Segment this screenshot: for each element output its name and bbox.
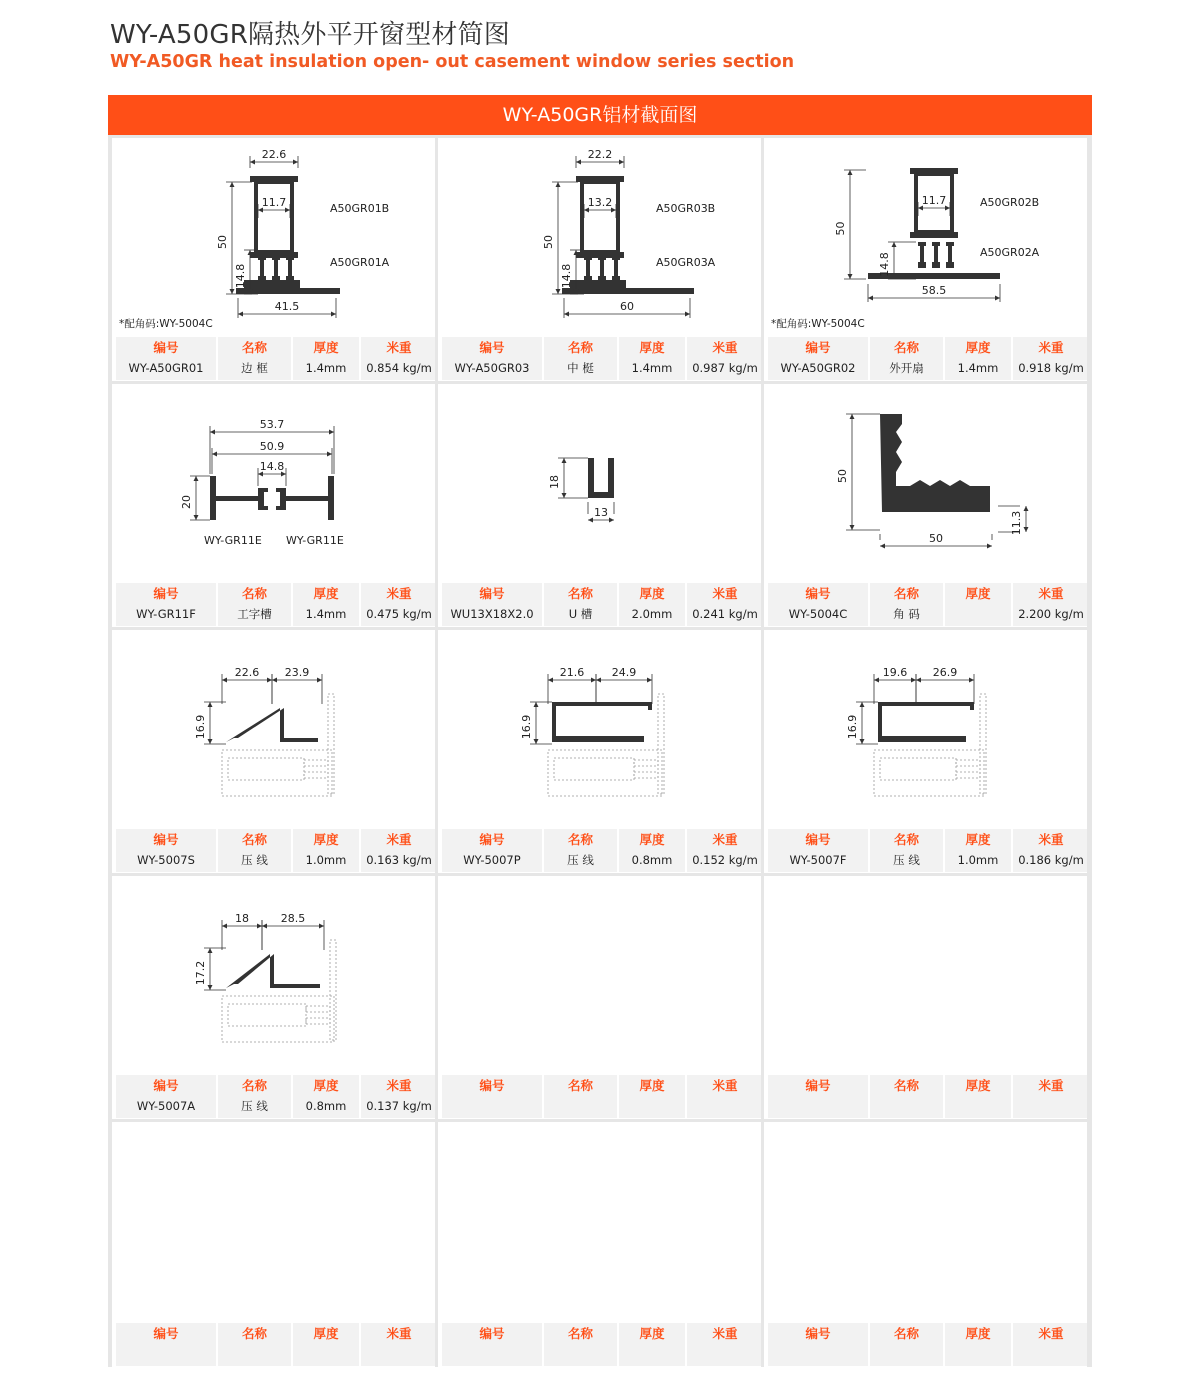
profile-drawing — [112, 384, 435, 583]
spec-header-thickness: 厚度 — [639, 1326, 665, 1341]
spec-col-weight — [687, 1323, 761, 1366]
dimension-label: 16.9 — [846, 714, 859, 740]
dimension-label: 18 — [235, 912, 249, 925]
spec-value-thickness: 2.0mm — [631, 607, 673, 621]
spec-value-thickness: 1.4mm — [305, 607, 347, 621]
spec-value-name: 压 线 — [893, 853, 920, 867]
spec-header-name: 名称 — [893, 340, 919, 355]
profile-section-svg — [112, 630, 435, 829]
profile-section-svg — [764, 1122, 1087, 1321]
spec-col-name — [544, 1075, 617, 1118]
spec-col-weight — [361, 829, 435, 872]
spec-col-code — [442, 829, 542, 872]
profile-card — [438, 876, 761, 1119]
spec-header-name: 名称 — [893, 586, 919, 601]
spec-col-thickness — [293, 829, 359, 872]
spec-header-weight: 米重 — [712, 1078, 738, 1093]
spec-header-weight: 米重 — [1038, 832, 1064, 847]
spec-header-weight: 米重 — [712, 340, 738, 355]
spec-header-weight: 米重 — [712, 832, 738, 847]
spec-value-name: 中 梃 — [567, 361, 594, 375]
spec-header-thickness: 厚度 — [639, 340, 665, 355]
spec-header-code: 编号 — [805, 832, 831, 847]
spec-value-name: 压 线 — [241, 853, 268, 867]
spec-table — [116, 1075, 432, 1118]
spec-col-weight — [1013, 1323, 1087, 1366]
spec-header-name: 名称 — [567, 1326, 593, 1341]
spec-header-thickness: 厚度 — [313, 832, 339, 847]
spec-col-weight — [687, 829, 761, 872]
spec-col-code — [768, 1075, 868, 1118]
profile-section-svg — [438, 138, 761, 337]
spec-col-thickness — [293, 337, 359, 380]
spec-value-code: WY-5007P — [463, 853, 521, 867]
spec-value-weight: 0.854 kg/m — [366, 361, 432, 375]
spec-header-weight: 米重 — [1038, 1078, 1064, 1093]
dimension-label: 26.9 — [932, 666, 958, 679]
spec-table — [116, 829, 432, 872]
spec-header-name: 名称 — [241, 1078, 267, 1093]
profile-drawing — [112, 138, 435, 337]
profile-section-svg — [764, 138, 1087, 337]
spec-col-weight — [687, 583, 761, 626]
spec-value-weight: 0.918 kg/m — [1018, 361, 1084, 375]
part-label: WY-GR11E — [204, 534, 262, 547]
part-label: A50GR01A — [330, 256, 390, 269]
dimension-label: 41.5 — [274, 300, 300, 313]
spec-header-code: 编号 — [153, 1078, 179, 1093]
spec-col-code — [768, 829, 868, 872]
spec-value-thickness: 1.4mm — [305, 361, 347, 375]
spec-value-weight: 0.987 kg/m — [692, 361, 758, 375]
dimension-label: 50 — [542, 235, 555, 249]
spec-header-weight: 米重 — [712, 586, 738, 601]
profile-drawing — [112, 1122, 435, 1321]
spec-col-code — [768, 583, 868, 626]
spec-header-thickness: 厚度 — [965, 340, 991, 355]
spec-header-name: 名称 — [567, 1078, 593, 1093]
spec-value-thickness: 1.0mm — [305, 853, 347, 867]
profile-drawing — [438, 1122, 761, 1321]
profile-card — [112, 1122, 435, 1367]
profile-section-svg — [438, 1122, 761, 1321]
section-banner: WY-A50GR铝材截面图 — [108, 95, 1092, 135]
spec-col-weight — [361, 337, 435, 380]
spec-value-weight: 0.163 kg/m — [366, 853, 432, 867]
dimension-label: 11.7 — [261, 196, 287, 209]
spec-value-code: WY-5007F — [789, 853, 847, 867]
spec-col-name — [544, 1323, 617, 1366]
spec-header-name: 名称 — [893, 1078, 919, 1093]
spec-table — [116, 583, 432, 626]
part-label: A50GR02B — [980, 196, 1040, 209]
dimension-label: 18 — [548, 475, 561, 489]
spec-col-thickness — [945, 1075, 1011, 1118]
profile-card — [764, 1122, 1087, 1367]
spec-col-thickness — [619, 829, 685, 872]
spec-col-name — [870, 337, 943, 380]
profile-drawing — [764, 384, 1087, 583]
dimension-label: 50 — [216, 235, 229, 249]
spec-col-thickness — [945, 337, 1011, 380]
dimension-label: 11.7 — [921, 194, 947, 207]
spec-header-weight: 米重 — [386, 1078, 412, 1093]
dimension-label: 28.5 — [280, 912, 306, 925]
spec-col-weight — [361, 583, 435, 626]
profile-card — [764, 630, 1087, 873]
profile-drawing — [764, 876, 1087, 1075]
spec-header-code: 编号 — [479, 1078, 505, 1093]
spec-col-code — [116, 1075, 216, 1118]
corner-key-note: *配角码:WY-5004C — [771, 318, 865, 330]
spec-header-thickness: 厚度 — [313, 1326, 339, 1341]
dimension-label: 53.7 — [259, 418, 285, 431]
spec-table — [768, 337, 1084, 380]
spec-value-weight: 2.200 kg/m — [1018, 607, 1084, 621]
profile-drawing — [764, 138, 1087, 337]
profile-section-svg — [112, 138, 435, 337]
profile-card — [438, 1122, 761, 1367]
spec-col-name — [218, 337, 291, 380]
spec-table — [768, 1075, 1084, 1118]
spec-col-name — [870, 829, 943, 872]
spec-col-thickness — [619, 583, 685, 626]
spec-col-name — [218, 1323, 291, 1366]
spec-header-thickness: 厚度 — [639, 586, 665, 601]
spec-col-name — [218, 583, 291, 626]
profile-drawing — [112, 630, 435, 829]
spec-header-weight: 米重 — [1038, 586, 1064, 601]
profile-section-svg — [112, 384, 435, 583]
spec-value-weight: 0.137 kg/m — [366, 1099, 432, 1113]
profile-card — [438, 384, 761, 627]
spec-value-weight: 0.241 kg/m — [692, 607, 758, 621]
spec-col-code — [442, 1323, 542, 1366]
spec-header-thickness: 厚度 — [313, 586, 339, 601]
spec-value-code: WY-A50GR01 — [128, 361, 204, 375]
spec-header-thickness: 厚度 — [313, 1078, 339, 1093]
spec-value-code: WY-5004C — [788, 607, 848, 621]
spec-col-thickness — [293, 1323, 359, 1366]
spec-header-name: 名称 — [241, 586, 267, 601]
spec-col-name — [544, 583, 617, 626]
spec-table — [442, 1323, 758, 1366]
spec-col-code — [116, 583, 216, 626]
profile-card — [764, 138, 1087, 381]
spec-header-name: 名称 — [567, 340, 593, 355]
spec-header-code: 编号 — [805, 340, 831, 355]
profile-drawing — [112, 876, 435, 1075]
dimension-label: 22.6 — [261, 148, 287, 161]
spec-header-name: 名称 — [893, 1326, 919, 1341]
spec-value-name: 角 码 — [893, 607, 920, 621]
spec-col-thickness — [619, 337, 685, 380]
spec-header-weight: 米重 — [386, 586, 412, 601]
spec-value-code: WY-A50GR03 — [454, 361, 530, 375]
spec-header-code: 编号 — [805, 1078, 831, 1093]
dimension-label: 14.8 — [234, 263, 247, 289]
page-subtitle: WY-A50GR heat insulation open- out casement window series section — [110, 52, 795, 72]
spec-col-thickness — [293, 1075, 359, 1118]
spec-col-weight — [1013, 829, 1087, 872]
spec-table — [116, 337, 432, 380]
part-label: A50GR03A — [656, 256, 716, 269]
spec-header-thickness: 厚度 — [965, 1326, 991, 1341]
profile-section-svg — [112, 1122, 435, 1321]
profile-drawing — [438, 630, 761, 829]
spec-col-thickness — [619, 1075, 685, 1118]
spec-col-thickness — [945, 829, 1011, 872]
spec-value-name: U 槽 — [568, 607, 593, 621]
spec-header-weight: 米重 — [386, 340, 412, 355]
spec-value-weight: 0.186 kg/m — [1018, 853, 1084, 867]
spec-table — [768, 583, 1084, 626]
spec-header-weight: 米重 — [1038, 1326, 1064, 1341]
spec-value-weight: 0.475 kg/m — [366, 607, 432, 621]
profile-card — [112, 630, 435, 873]
spec-col-name — [870, 583, 943, 626]
spec-header-code: 编号 — [479, 340, 505, 355]
profile-card — [764, 876, 1087, 1119]
part-label: A50GR01B — [330, 202, 390, 215]
spec-value-thickness: 1.0mm — [957, 853, 999, 867]
spec-col-code — [116, 829, 216, 872]
spec-header-weight: 米重 — [386, 832, 412, 847]
spec-table — [768, 829, 1084, 872]
profile-card — [764, 384, 1087, 627]
dimension-label: 50 — [836, 469, 849, 483]
spec-header-code: 编号 — [153, 832, 179, 847]
spec-value-code: WY-5007A — [136, 1099, 196, 1113]
profile-grid — [108, 135, 1092, 1367]
spec-col-weight — [1013, 337, 1087, 380]
spec-col-weight — [1013, 1075, 1087, 1118]
spec-header-name: 名称 — [241, 1326, 267, 1341]
dimension-label: 60 — [620, 300, 634, 313]
spec-header-thickness: 厚度 — [965, 586, 991, 601]
spec-value-code: WY-A50GR02 — [780, 361, 856, 375]
spec-col-weight — [361, 1075, 435, 1118]
spec-table — [768, 1323, 1084, 1366]
profile-section-svg — [438, 384, 761, 583]
profile-section-svg — [438, 876, 761, 1075]
spec-value-weight: 0.152 kg/m — [692, 853, 758, 867]
spec-col-code — [442, 1075, 542, 1118]
spec-header-code: 编号 — [805, 586, 831, 601]
spec-col-name — [870, 1323, 943, 1366]
dimension-label: 14.8 — [259, 460, 285, 473]
spec-col-weight — [687, 1075, 761, 1118]
dimension-label: 58.5 — [921, 284, 947, 297]
profile-section-svg — [764, 384, 1087, 583]
part-label: WY-GR11E — [286, 534, 344, 547]
spec-header-thickness: 厚度 — [639, 1078, 665, 1093]
dimension-label: 16.9 — [520, 714, 533, 740]
spec-header-code: 编号 — [479, 832, 505, 847]
spec-col-thickness — [619, 1323, 685, 1366]
profile-card — [112, 138, 435, 381]
spec-header-code: 编号 — [153, 586, 179, 601]
spec-value-code: WY-5007S — [137, 853, 195, 867]
spec-header-code: 编号 — [153, 340, 179, 355]
profile-drawing — [438, 384, 761, 583]
profile-card — [112, 876, 435, 1119]
dimension-label: 22.6 — [234, 666, 260, 679]
spec-header-thickness: 厚度 — [965, 1078, 991, 1093]
spec-table — [442, 1075, 758, 1118]
spec-value-code: WU13X18X2.0 — [450, 607, 534, 621]
dimension-label: 14.8 — [878, 252, 891, 277]
spec-value-thickness: 1.4mm — [631, 361, 673, 375]
spec-value-name: 压 线 — [567, 853, 594, 867]
spec-col-weight — [361, 1323, 435, 1366]
profile-drawing — [764, 630, 1087, 829]
spec-value-name: 边 框 — [241, 361, 268, 375]
spec-header-thickness: 厚度 — [313, 340, 339, 355]
profile-section-svg — [764, 630, 1087, 829]
spec-header-name: 名称 — [241, 340, 267, 355]
dimension-label: 20 — [180, 495, 193, 509]
profile-section-svg — [112, 876, 435, 1075]
dimension-label: 21.6 — [559, 666, 585, 679]
dimension-label: 23.9 — [284, 666, 310, 679]
spec-table — [442, 337, 758, 380]
dimension-label: 13 — [594, 506, 608, 519]
profile-card — [438, 138, 761, 381]
spec-col-code — [116, 337, 216, 380]
spec-col-thickness — [945, 583, 1011, 626]
spec-col-name — [218, 1075, 291, 1118]
spec-header-name: 名称 — [567, 586, 593, 601]
dimension-label: 14.8 — [560, 263, 573, 289]
spec-header-code: 编号 — [479, 1326, 505, 1341]
spec-value-name: 外开扇 — [889, 361, 924, 375]
spec-col-weight — [1013, 583, 1087, 626]
dimension-label: 19.6 — [882, 666, 908, 679]
spec-col-code — [442, 583, 542, 626]
profile-drawing — [438, 138, 761, 337]
spec-value-name: 压 线 — [241, 1099, 268, 1113]
dimension-label: 24.9 — [611, 666, 637, 679]
spec-table — [442, 829, 758, 872]
dimension-label: 13.2 — [587, 196, 613, 209]
spec-col-name — [544, 337, 617, 380]
part-label: A50GR03B — [656, 202, 716, 215]
spec-col-name — [218, 829, 291, 872]
dimension-label: 17.2 — [194, 960, 207, 986]
spec-table — [442, 583, 758, 626]
profile-drawing — [764, 1122, 1087, 1321]
spec-value-thickness: 0.8mm — [631, 853, 673, 867]
spec-value-thickness: 1.4mm — [957, 361, 999, 375]
spec-col-code — [116, 1323, 216, 1366]
spec-header-weight: 米重 — [386, 1326, 412, 1341]
spec-header-name: 名称 — [567, 832, 593, 847]
dimension-label: 50 — [834, 221, 847, 236]
part-label: A50GR02A — [980, 246, 1040, 259]
profile-card — [112, 384, 435, 627]
spec-header-name: 名称 — [893, 832, 919, 847]
profile-section-svg — [764, 876, 1087, 1075]
spec-value-name: 工字槽 — [237, 607, 272, 621]
spec-table — [116, 1323, 432, 1366]
spec-header-thickness: 厚度 — [965, 832, 991, 847]
profile-card — [438, 630, 761, 873]
page-title: WY-A50GR隔热外平开窗型材简图 — [110, 20, 510, 50]
spec-header-code: 编号 — [479, 586, 505, 601]
profile-drawing — [438, 876, 761, 1075]
spec-header-code: 编号 — [153, 1326, 179, 1341]
spec-header-weight: 米重 — [1038, 340, 1064, 355]
corner-key-note: *配角码:WY-5004C — [119, 318, 213, 330]
spec-col-thickness — [945, 1323, 1011, 1366]
spec-header-thickness: 厚度 — [639, 832, 665, 847]
spec-col-code — [768, 1323, 868, 1366]
dimension-label: 11.3 — [1010, 510, 1023, 536]
spec-col-code — [442, 337, 542, 380]
dimension-label: 16.9 — [194, 714, 207, 740]
dimension-label: 22.2 — [587, 148, 613, 161]
spec-value-code: WY-GR11F — [136, 607, 196, 621]
dimension-label: 50.9 — [259, 440, 285, 453]
dimension-label: 50 — [929, 532, 943, 545]
spec-col-weight — [687, 337, 761, 380]
spec-col-name — [870, 1075, 943, 1118]
spec-col-code — [768, 337, 868, 380]
profile-section-svg — [438, 630, 761, 829]
spec-header-code: 编号 — [805, 1326, 831, 1341]
spec-header-weight: 米重 — [712, 1326, 738, 1341]
spec-value-thickness: 0.8mm — [305, 1099, 347, 1113]
spec-col-thickness — [293, 583, 359, 626]
spec-col-name — [544, 829, 617, 872]
spec-header-name: 名称 — [241, 832, 267, 847]
